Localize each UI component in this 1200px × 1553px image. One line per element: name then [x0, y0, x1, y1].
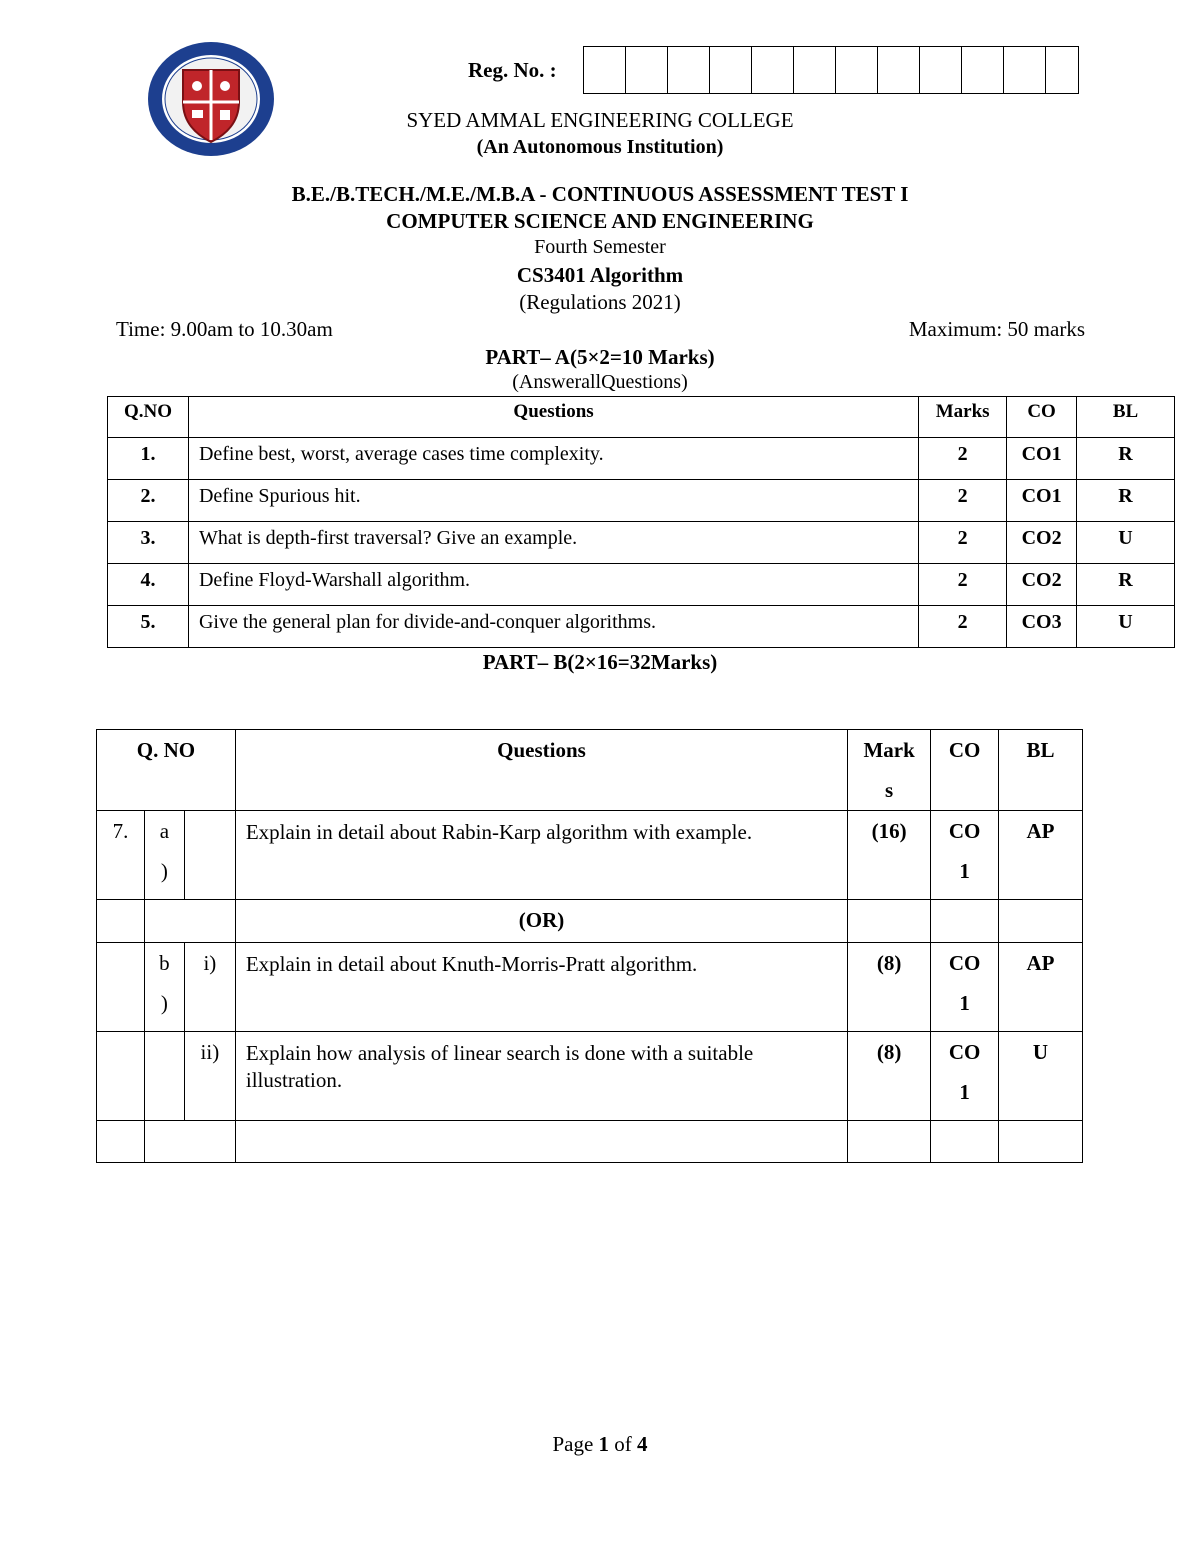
table-row — [108, 564, 1175, 606]
sub-label-paren: ) — [160, 991, 168, 1015]
table-row — [108, 606, 1175, 648]
reg-no-digit-box[interactable] — [626, 47, 668, 93]
question-number: 2. — [108, 480, 189, 522]
question-co — [931, 943, 999, 1032]
question-co: CO2 — [1007, 564, 1077, 606]
question-number — [97, 1032, 145, 1121]
page-prefix: Page — [552, 1432, 599, 1456]
empty-cell — [235, 1121, 847, 1163]
question-bl: U — [999, 1032, 1083, 1121]
reg-no-digit-box[interactable] — [710, 47, 752, 93]
part-a-table — [107, 396, 1175, 648]
co-line2: 1 — [959, 991, 970, 1015]
column-header-questions: Questions — [188, 397, 918, 438]
reg-no-boxes[interactable] — [583, 46, 1079, 94]
empty-cell — [144, 900, 235, 943]
question-text: Define Spurious hit. — [188, 480, 918, 522]
question-co: CO1 — [1007, 480, 1077, 522]
question-marks: (16) — [848, 811, 931, 900]
question-marks: 2 — [919, 522, 1007, 564]
question-text: Define best, worst, average cases time complexity. — [188, 438, 918, 480]
empty-cell — [848, 1121, 931, 1163]
reg-no-digit-box[interactable] — [1004, 47, 1046, 93]
table-row — [97, 811, 1083, 900]
empty-cell — [931, 1121, 999, 1163]
part-b-table — [96, 729, 1083, 1163]
question-marks: 2 — [919, 438, 1007, 480]
co-line1: CO — [948, 951, 981, 975]
sub-label-letter: a — [159, 819, 170, 843]
question-bl: AP — [999, 943, 1083, 1032]
co-line2: 1 — [959, 859, 970, 883]
co-line1: CO — [948, 1040, 981, 1064]
question-co — [931, 811, 999, 900]
question-number: 7. — [97, 811, 145, 900]
question-sub-label — [144, 943, 184, 1032]
table-row — [108, 480, 1175, 522]
exam-title: B.E./B.TECH./M.E./M.B.A - CONTINUOUS ASSESSMENT TEST I — [291, 182, 909, 206]
page-footer — [0, 1432, 1200, 1457]
part-b-title: PART– B(2×16=32Marks) — [482, 650, 718, 674]
table-header-row — [97, 730, 1083, 811]
question-marks: 2 — [919, 480, 1007, 522]
co-line1: CO — [948, 819, 981, 843]
question-number — [97, 943, 145, 1032]
marks-header-line1: Mark — [863, 738, 915, 762]
reg-no-digit-box[interactable] — [878, 47, 920, 93]
column-header-bl: BL — [1077, 397, 1175, 438]
marks-header-line2: s — [885, 778, 894, 802]
reg-no-digit-box[interactable] — [836, 47, 878, 93]
question-text: Give the general plan for divide-and-conquer algorithms. — [188, 606, 918, 648]
column-header-questions: Questions — [235, 730, 847, 811]
table-row — [97, 943, 1083, 1032]
course-title: CS3401 Algorithm — [516, 263, 684, 287]
question-number: 1. — [108, 438, 189, 480]
reg-no-digit-box[interactable] — [962, 47, 1004, 93]
part-a-title: PART– A(5×2=10 Marks) — [485, 345, 715, 369]
table-row — [108, 438, 1175, 480]
question-marks: 2 — [919, 606, 1007, 648]
question-text: Explain in detail about Rabin-Karp algorithm with example. — [235, 811, 847, 900]
column-header-marks: Marks — [919, 397, 1007, 438]
reg-no-label: Reg. No. : — [468, 58, 557, 82]
department: COMPUTER SCIENCE AND ENGINEERING — [386, 209, 814, 233]
question-part: ii) — [184, 1032, 235, 1121]
question-text: Define Floyd-Warshall algorithm. — [188, 564, 918, 606]
reg-no-digit-box[interactable] — [1046, 47, 1078, 93]
page-current: 1 — [598, 1432, 610, 1456]
question-text: Explain how analysis of linear search is done with a suitable illustration. — [235, 1032, 847, 1121]
question-part — [184, 811, 235, 900]
or-separator: (OR) — [235, 900, 847, 943]
question-co: CO1 — [1007, 438, 1077, 480]
column-header-co: CO — [931, 730, 999, 811]
empty-cell — [999, 900, 1083, 943]
or-row — [97, 900, 1083, 943]
question-marks: (8) — [848, 943, 931, 1032]
college-name: SYED AMMAL ENGINEERING COLLEGE — [406, 108, 794, 132]
empty-cell — [999, 1121, 1083, 1163]
empty-cell — [848, 900, 931, 943]
semester: Fourth Semester — [534, 236, 666, 258]
reg-no-digit-box[interactable] — [920, 47, 962, 93]
question-text: What is depth-first traversal? Give an example. — [188, 522, 918, 564]
question-number: 5. — [108, 606, 189, 648]
question-co: CO3 — [1007, 606, 1077, 648]
question-bl: U — [1077, 606, 1175, 648]
column-header-bl: BL — [999, 730, 1083, 811]
column-header-qno: Q.NO — [108, 397, 189, 438]
question-bl: U — [1077, 522, 1175, 564]
empty-cell — [144, 1121, 235, 1163]
exam-time: Time: 9.00am to 10.30am — [116, 317, 333, 341]
empty-cell — [931, 900, 999, 943]
institution-type: (An Autonomous Institution) — [476, 136, 724, 158]
question-marks: 2 — [919, 564, 1007, 606]
question-bl: R — [1077, 480, 1175, 522]
column-header-qno: Q. NO — [97, 730, 236, 811]
question-co: CO2 — [1007, 522, 1077, 564]
regulations: (Regulations 2021) — [519, 290, 681, 314]
table-header-row — [108, 397, 1175, 438]
reg-no-digit-box[interactable] — [584, 47, 626, 93]
question-sub-label — [144, 1032, 184, 1121]
column-header-co: CO — [1007, 397, 1077, 438]
question-marks: (8) — [848, 1032, 931, 1121]
question-co — [931, 1032, 999, 1121]
question-part: i) — [184, 943, 235, 1032]
question-bl: R — [1077, 438, 1175, 480]
sub-label-paren: ) — [160, 859, 168, 883]
empty-cell — [97, 900, 145, 943]
empty-row — [97, 1121, 1083, 1163]
question-number: 3. — [108, 522, 189, 564]
table-row — [97, 1032, 1083, 1121]
question-bl: R — [1077, 564, 1175, 606]
co-line2: 1 — [959, 1080, 970, 1104]
question-number: 4. — [108, 564, 189, 606]
reg-no-digit-box[interactable] — [752, 47, 794, 93]
reg-no-digit-box[interactable] — [794, 47, 836, 93]
page-total: 4 — [637, 1432, 648, 1456]
empty-cell — [97, 1121, 145, 1163]
part-a-subtitle: (AnswerallQuestions) — [512, 371, 688, 393]
reg-no-digit-box[interactable] — [668, 47, 710, 93]
page-of: of — [609, 1432, 638, 1456]
question-bl: AP — [999, 811, 1083, 900]
sub-label-letter: b — [159, 951, 170, 975]
table-row — [108, 522, 1175, 564]
maximum-marks: Maximum: 50 marks — [908, 317, 1085, 341]
question-sub-label — [144, 811, 184, 900]
question-text: Explain in detail about Knuth-Morris-Pratt algorithm. — [235, 943, 847, 1032]
column-header-marks — [848, 730, 931, 811]
